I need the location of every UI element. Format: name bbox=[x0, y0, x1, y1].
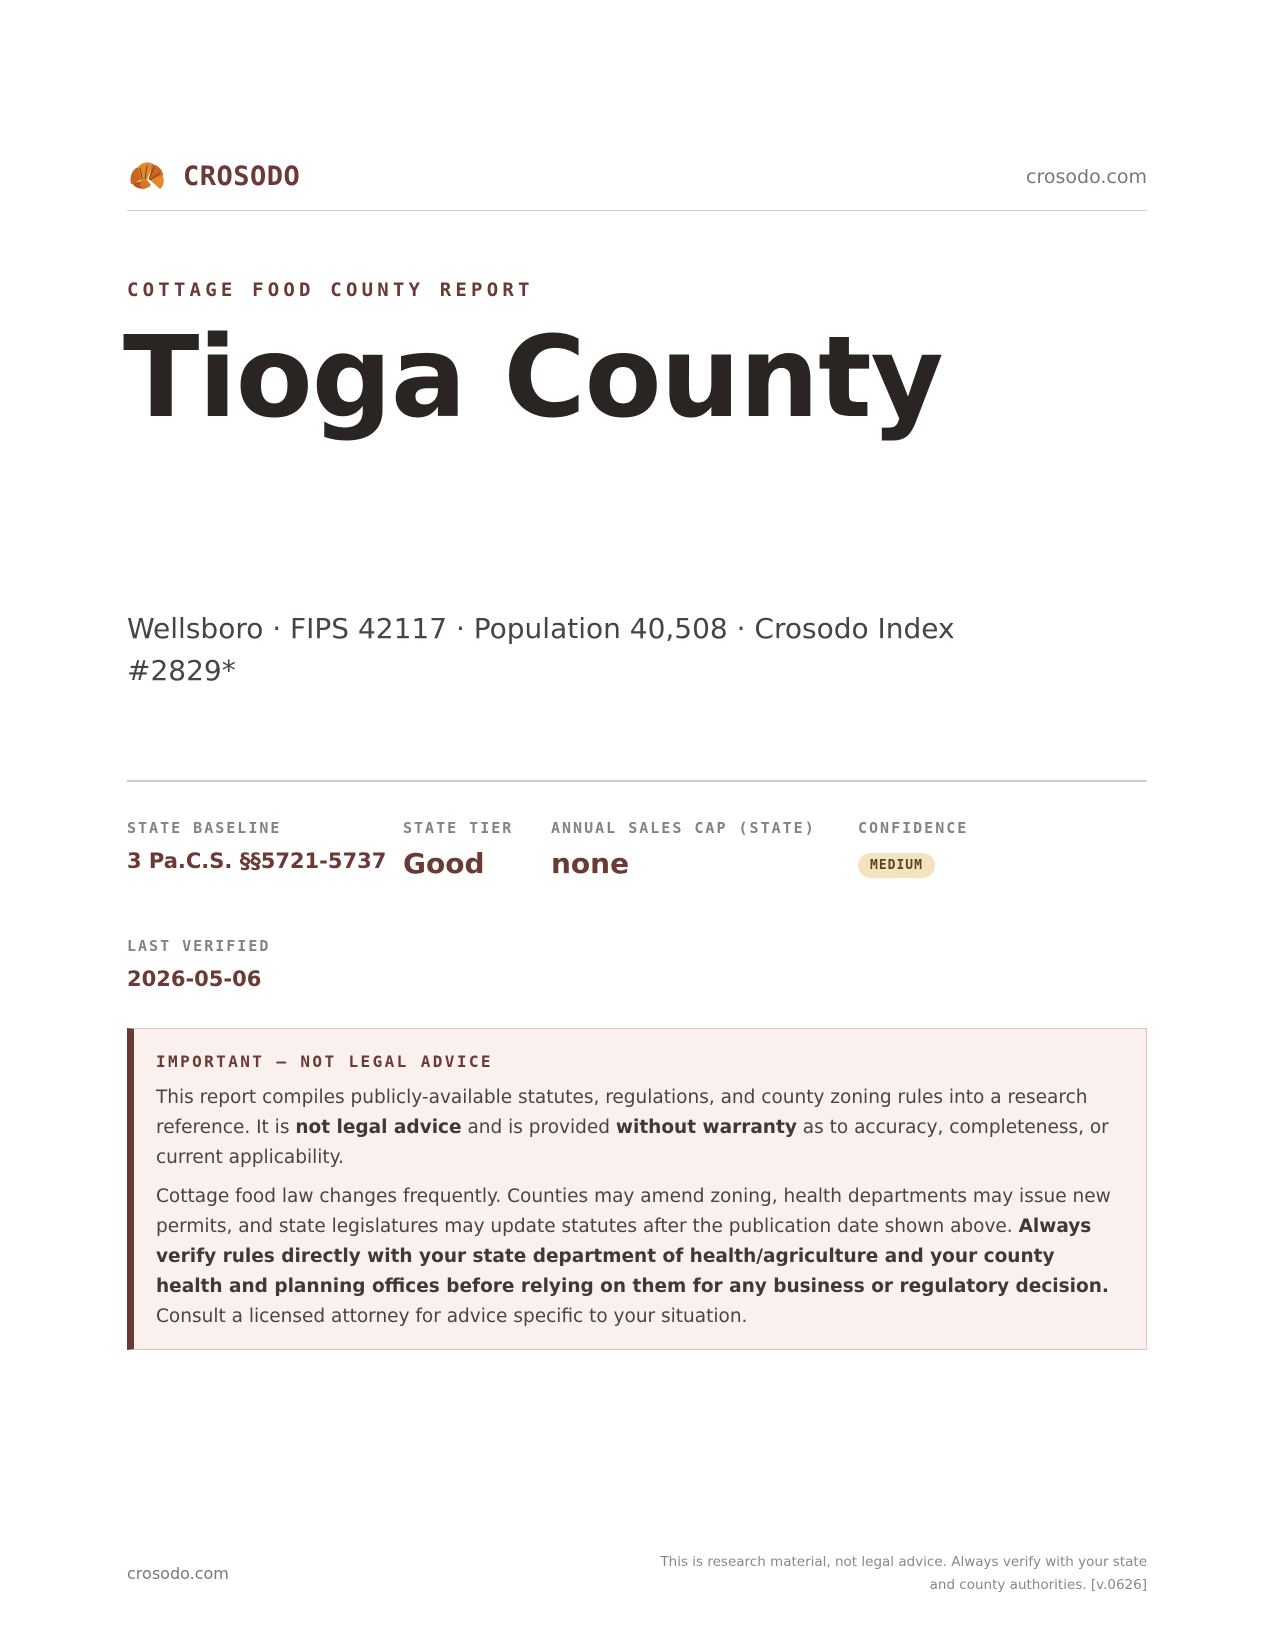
page-title: Tioga County bbox=[123, 313, 943, 443]
notice-text: as to accuracy, completeness, or current applicability. bbox=[156, 1117, 1109, 1168]
brand[interactable] bbox=[127, 158, 300, 194]
stat-state-baseline bbox=[127, 819, 386, 873]
notice-paragraph bbox=[156, 1083, 1126, 1173]
stat-label: STATE BASELINE bbox=[127, 819, 282, 837]
stat-label: ANNUAL SALES CAP (STATE) bbox=[551, 819, 816, 837]
stat-value: 3 Pa.C.S. §§5721-5737 bbox=[127, 849, 387, 873]
stat-value: 2026-05-06 bbox=[127, 967, 262, 991]
notice-text: This report compiles publicly-available statutes, regulations, and county zoning rules into a research reference. It is bbox=[156, 1087, 1088, 1138]
stat-state-tier bbox=[403, 819, 513, 880]
stat-value: none bbox=[551, 847, 630, 880]
notice-text: Consult a licensed attorney for advice specific to your situation. bbox=[156, 1306, 748, 1327]
footer-line: and county authorities. [v.0626] bbox=[929, 1577, 1147, 1593]
divider bbox=[127, 780, 1147, 782]
notice-emphasis: Always verify rules directly with your state department of health/agriculture and your county health and planning offices before relying on them for any business or regulatory decision. bbox=[156, 1216, 1109, 1297]
footer-url[interactable]: crosodo.com bbox=[127, 1564, 229, 1583]
stat-label: CONFIDENCE bbox=[858, 819, 969, 837]
brand-name: CROSODO bbox=[183, 160, 301, 192]
stat-label: STATE TIER bbox=[403, 819, 514, 837]
legal-notice bbox=[127, 1028, 1147, 1350]
report-eyebrow: COTTAGE FOOD COUNTY REPORT bbox=[127, 279, 534, 301]
stat-confidence bbox=[858, 819, 968, 878]
report-subtitle: Wellsboro · FIPS 42117 · Population 40,508 · Crosodo Index #2829* bbox=[127, 612, 955, 687]
footer-disclaimer bbox=[627, 1551, 1147, 1597]
footer-line: This is research material, not legal advice. Always verify with your state bbox=[660, 1554, 1147, 1570]
site-url[interactable]: crosodo.com bbox=[1026, 166, 1147, 188]
notice-text: and is provided bbox=[461, 1117, 616, 1138]
notice-emphasis: not legal advice bbox=[295, 1117, 462, 1138]
notice-body bbox=[156, 1083, 1126, 1341]
report-page bbox=[123, 0, 1147, 1650]
stat-value: Good bbox=[403, 847, 485, 880]
page-header bbox=[127, 155, 1147, 211]
stat-label: LAST VERIFIED bbox=[127, 937, 271, 955]
stat-last-verified bbox=[127, 937, 270, 991]
notice-text: Cottage food law changes frequently. Counties may amend zoning, health departments may issue new permits, and state legislatures may update statutes after the publication date shown above. bbox=[156, 1186, 1111, 1237]
notice-title: IMPORTANT — NOT LEGAL ADVICE bbox=[156, 1052, 493, 1071]
notice-emphasis: without warranty bbox=[615, 1117, 797, 1138]
notice-paragraph bbox=[156, 1182, 1126, 1332]
stat-sales-cap bbox=[551, 819, 816, 880]
croissant-icon bbox=[127, 158, 167, 194]
status-badge: MEDIUM bbox=[858, 853, 935, 878]
